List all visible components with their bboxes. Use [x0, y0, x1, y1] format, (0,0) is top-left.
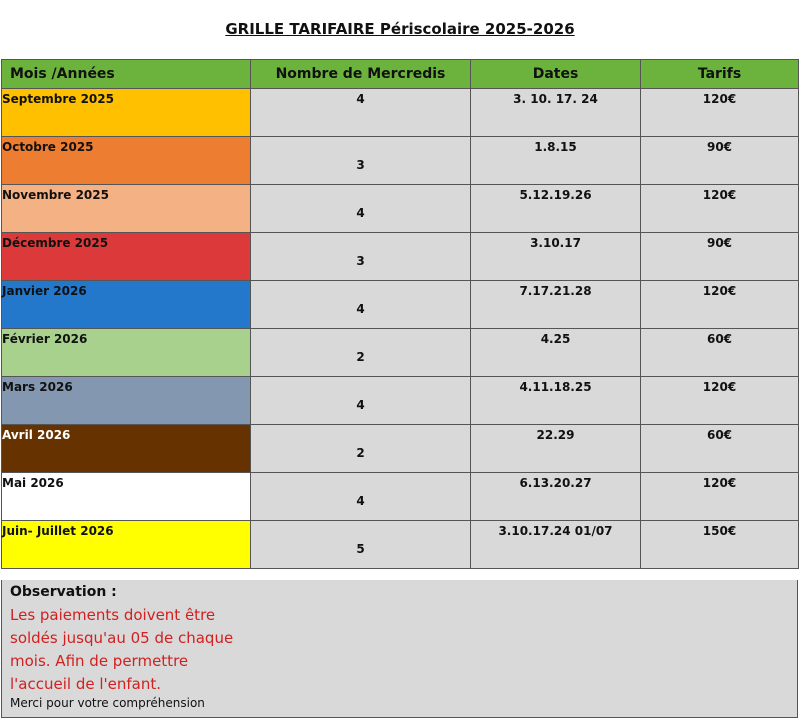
tariff-table	[1, 59, 799, 569]
tarif-value: 60€	[706, 428, 733, 442]
dates-value: 3.10.17.24 01/07	[498, 524, 613, 538]
table-row	[2, 473, 799, 521]
table-row	[2, 185, 799, 233]
observation-text: Les paiements doivent être soldés jusqu'au 05 de chaque mois. Afin de permettre l'accueil de l'enfant.	[10, 606, 234, 693]
tarif-value: 60€	[706, 332, 733, 346]
count-cell	[251, 89, 471, 137]
month-label: Octobre 2025	[2, 140, 94, 154]
month-cell	[2, 281, 251, 329]
tarif-value: 120€	[702, 92, 737, 106]
tarif-cell	[641, 473, 799, 521]
month-label: Décembre 2025	[2, 236, 109, 250]
count-value: 2	[356, 350, 365, 364]
count-value: 5	[356, 542, 365, 556]
document-title-text: GRILLE TARIFAIRE Périscolaire 2025-2026	[225, 20, 575, 38]
dates-cell	[471, 89, 641, 137]
tarif-cell	[641, 329, 799, 377]
header-count: Nombre de Mercredis	[251, 60, 471, 89]
month-label: Juin- Juillet 2026	[2, 524, 114, 538]
table-row	[2, 377, 799, 425]
dates-value: 3.10.17	[530, 236, 581, 250]
count-cell	[251, 377, 471, 425]
dates-cell	[471, 473, 641, 521]
count-cell	[251, 425, 471, 473]
dates-value: 5.12.19.26	[519, 188, 592, 202]
month-label: Janvier 2026	[2, 284, 87, 298]
month-label: Mars 2026	[2, 380, 73, 394]
tarif-value: 90€	[706, 236, 733, 250]
dates-cell	[471, 281, 641, 329]
count-cell	[251, 137, 471, 185]
tarif-cell	[641, 377, 799, 425]
table-row	[2, 329, 799, 377]
month-label: Septembre 2025	[2, 92, 114, 106]
count-value: 4	[356, 92, 365, 106]
count-value: 4	[356, 494, 365, 508]
month-cell	[2, 473, 251, 521]
dates-value: 22.29	[536, 428, 575, 442]
month-label: Mai 2026	[2, 476, 64, 490]
tarif-value: 120€	[702, 476, 737, 490]
tarif-cell	[641, 425, 799, 473]
count-value: 3	[356, 158, 365, 172]
count-cell	[251, 233, 471, 281]
count-cell	[251, 329, 471, 377]
tarif-cell	[641, 185, 799, 233]
table-row	[2, 137, 799, 185]
month-cell	[2, 233, 251, 281]
dates-cell	[471, 521, 641, 569]
dates-cell	[471, 329, 641, 377]
tarif-cell	[641, 89, 799, 137]
table-row	[2, 281, 799, 329]
tarif-value: 120€	[702, 380, 737, 394]
count-cell	[251, 521, 471, 569]
month-cell	[2, 521, 251, 569]
dates-cell	[471, 137, 641, 185]
count-value: 2	[356, 446, 365, 460]
observation-heading: Observation :	[10, 584, 117, 600]
observation-box	[1, 580, 798, 718]
dates-cell	[471, 233, 641, 281]
header-dates: Dates	[471, 60, 641, 89]
month-cell	[2, 185, 251, 233]
count-value: 3	[356, 254, 365, 268]
count-cell	[251, 281, 471, 329]
tarif-value: 150€	[702, 524, 737, 538]
dates-value: 4.25	[540, 332, 571, 346]
tarif-cell	[641, 137, 799, 185]
month-cell	[2, 377, 251, 425]
tarif-value: 120€	[702, 188, 737, 202]
tarif-value: 90€	[706, 140, 733, 154]
dates-value: 6.13.20.27	[519, 476, 592, 490]
month-cell	[2, 137, 251, 185]
dates-cell	[471, 185, 641, 233]
tarif-cell	[641, 281, 799, 329]
month-label: Avril 2026	[2, 428, 71, 442]
document-title	[0, 20, 800, 38]
table-row	[2, 89, 799, 137]
table-row	[2, 425, 799, 473]
header-month: Mois /Années	[2, 60, 251, 89]
count-cell	[251, 185, 471, 233]
tarif-cell	[641, 233, 799, 281]
table-header-row	[2, 60, 799, 89]
table-row	[2, 521, 799, 569]
dates-cell	[471, 425, 641, 473]
month-cell	[2, 329, 251, 377]
tarif-cell	[641, 521, 799, 569]
table-body	[2, 89, 799, 569]
count-cell	[251, 473, 471, 521]
month-label: Février 2026	[2, 332, 88, 346]
count-value: 4	[356, 206, 365, 220]
dates-value: 3. 10. 17. 24	[513, 92, 598, 106]
tarif-value: 120€	[702, 284, 737, 298]
count-value: 4	[356, 398, 365, 412]
dates-value: 4.11.18.25	[519, 380, 592, 394]
observation-thanks: Merci pour votre compréhension	[10, 696, 205, 710]
month-cell	[2, 425, 251, 473]
header-tarifs: Tarifs	[641, 60, 799, 89]
dates-cell	[471, 377, 641, 425]
count-value: 4	[356, 302, 365, 316]
table-row	[2, 233, 799, 281]
dates-value: 1.8.15	[534, 140, 577, 154]
dates-value: 7.17.21.28	[519, 284, 592, 298]
month-label: Novembre 2025	[2, 188, 109, 202]
month-cell	[2, 89, 251, 137]
